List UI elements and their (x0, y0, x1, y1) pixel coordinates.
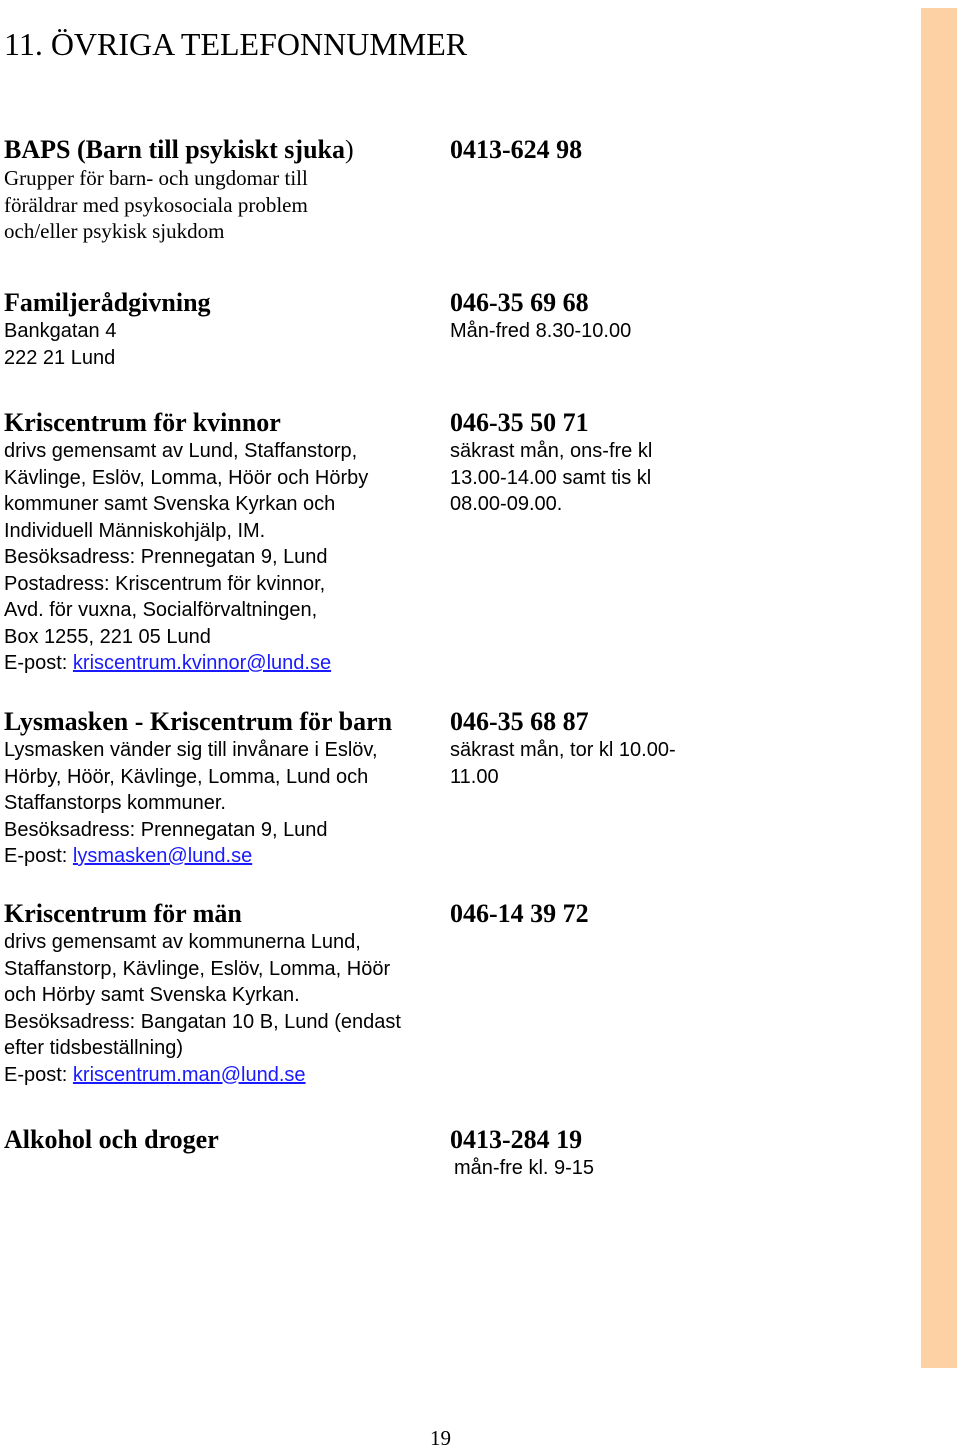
entry-heading: Familjerådgivning (4, 288, 211, 317)
email-label: E-post: (4, 1063, 73, 1086)
entry-line: efter tidsbeställning) (4, 1037, 183, 1059)
email-label: E-post: (4, 845, 73, 867)
entry-phone: 0413-284 19 (450, 1125, 583, 1154)
entry-line: Individuell Människohjälp, IM. (4, 519, 266, 542)
page-title: 11. ÖVRIGA TELEFONNUMMER (4, 26, 468, 62)
page-number: 19 (430, 1426, 451, 1450)
entry-phone: 046-14 39 72 (450, 899, 589, 928)
email-link[interactable]: kriscentrum.kvinnor@lund.se (72, 652, 332, 674)
entry-email-line (4, 1062, 444, 1089)
email-label: E-post: (4, 652, 73, 674)
entry-heading-text: BAPS (Barn till psykiskt sjuka (4, 135, 345, 164)
entry-line: kommuner samt Svenska Kyrkan och (4, 493, 336, 515)
entry-heading: Alkohol och droger (4, 1125, 219, 1154)
entry-line: 222 21 Lund (4, 346, 116, 369)
entry-line: Box 1255, 221 05 Lund (4, 625, 211, 648)
entry-line: Besöksadress: Prennegatan 9, Lund (4, 546, 328, 568)
entry-heading: Kriscentrum för män (4, 899, 242, 928)
entry-line: Grupper för barn- och ungdomar till (4, 166, 308, 190)
entry-heading: Kriscentrum för kvinnor (4, 408, 281, 437)
email-link[interactable]: kriscentrum.man@lund.se (72, 1063, 306, 1086)
entry-hours: 11.00 (450, 765, 499, 788)
entry-line: Staffanstorp, Kävlinge, Eslöv, Lomma, Höör (4, 957, 391, 980)
entry-phone: 046-35 50 71 (450, 408, 589, 437)
entry-heading (4, 135, 444, 165)
entry-line: Kävlinge, Eslöv, Lomma, Höör och Hörby (4, 466, 369, 489)
entry-phone: 046-35 69 68 (450, 288, 589, 317)
entry-hours: 13.00-14.00 samt tis kl (450, 466, 652, 489)
entry-line: Postadress: Kriscentrum för kvinnor, (4, 572, 326, 595)
entry-hours: Mån-fred 8.30-10.00 (450, 320, 632, 342)
entry-hours: säkrast mån, ons-fre kl (450, 440, 653, 462)
entry-heading-suffix: ) (344, 135, 354, 164)
entry-line: och/eller psykisk sjukdom (4, 219, 225, 243)
entry-line: drivs gemensamt av kommunerna Lund, (4, 931, 361, 953)
entry-email-line (4, 843, 444, 870)
side-accent-bar (921, 8, 957, 1368)
entry-line: Avd. för vuxna, Socialförvaltningen, (4, 599, 318, 621)
entry-line: Staffanstorps kommuner. (4, 792, 226, 814)
entry-phone: 0413-624 98 (450, 135, 583, 164)
entry-line: Lysmasken vänder sig till invånare i Eslöv, (4, 739, 378, 761)
entry-hours: mån-fre kl. 9-15 (454, 1157, 595, 1179)
email-link[interactable]: lysmasken@lund.se (72, 845, 253, 867)
entry-line: och Hörby samt Svenska Kyrkan. (4, 984, 300, 1006)
entry-line: Hörby, Höör, Kävlinge, Lomma, Lund och (4, 765, 369, 788)
entry-hours: 08.00-09.00. (450, 493, 563, 515)
entry-hours: säkrast mån, tor kl 10.00- (450, 739, 676, 761)
entry-line: Besöksadress: Bangatan 10 B, Lund (endast (4, 1010, 401, 1033)
entry-heading: Lysmasken - Kriscentrum för barn (4, 707, 393, 736)
entry-line: Bankgatan 4 (4, 320, 117, 342)
entry-line: Besöksadress: Prennegatan 9, Lund (4, 818, 328, 841)
entry-phone: 046-35 68 87 (450, 707, 589, 736)
entry-email-line (4, 650, 444, 677)
entry-line: drivs gemensamt av Lund, Staffanstorp, (4, 440, 358, 462)
entry-line: föräldrar med psykosociala problem (4, 192, 308, 217)
